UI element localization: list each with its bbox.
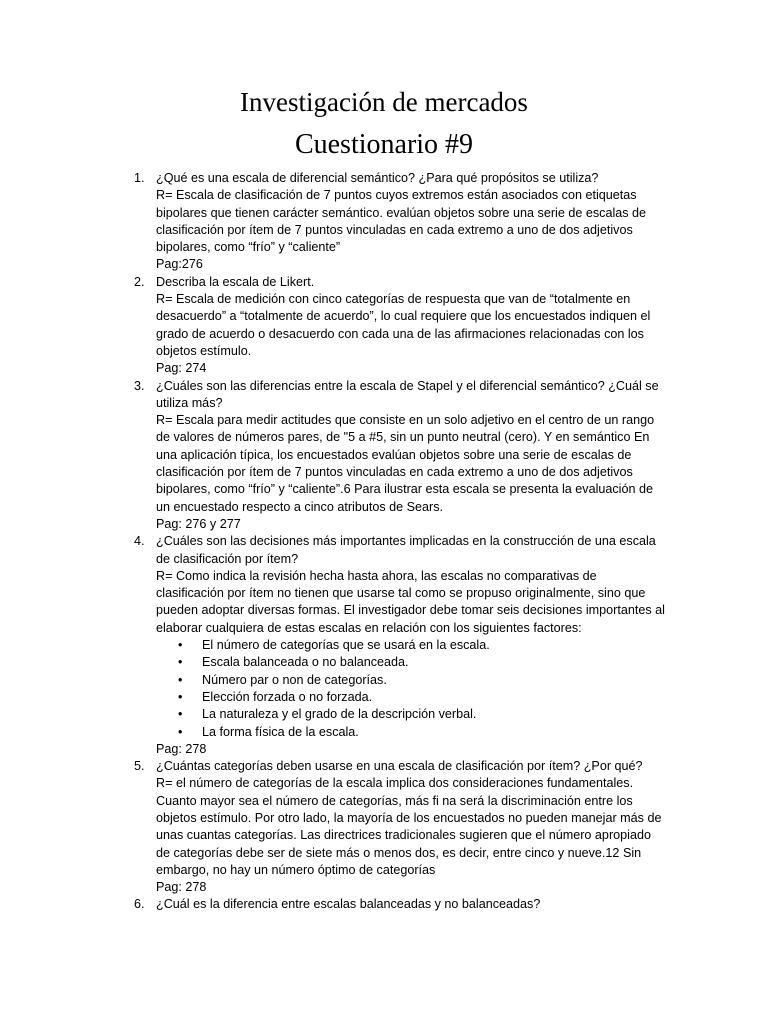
question-item [0, 378, 666, 534]
factor-item [156, 654, 666, 671]
bullet-icon: • [178, 689, 183, 704]
answer-text: R= el número de categorías de la escala implica dos consideraciones fundamentales. Cuanto mayor sea el número de categorías, más fi na será la discriminación entre los objetos estímulo. Por otro lado, la mayoría de los encuestados no pueden manejar más de unas cuantas categorías. Las directrices tradicionales sugieren que el número apropiado de categorías debe ser de siete más o menos dos, es decir, entre cinco y nueve.12 Sin embargo, no hay un número óptimo de categorías [156, 776, 662, 877]
question-item [0, 170, 666, 274]
factor-text: El número de categorías que se usará en la escala. [202, 638, 490, 653]
question-text: ¿Cuáles son las diferencias entre la escala de Stapel y el diferencial semántico? ¿Cuál se utiliza más? [156, 378, 659, 410]
factor-list [156, 637, 666, 741]
question-text: Describa la escala de Likert. [156, 274, 315, 289]
page-reference: Pag: 278 [156, 880, 207, 895]
page-reference: Pag: 274 [156, 361, 207, 376]
factor-text: Número par o non de categorías. [202, 672, 387, 687]
question-text: ¿Cuáles son las decisiones más importantes implicadas en la construcción de una escala de clasificación por ítem? [156, 534, 656, 566]
page-reference: Pag:276 [156, 257, 203, 272]
factor-item [156, 637, 666, 654]
bullet-icon: • [178, 638, 183, 653]
factor-item [156, 672, 666, 689]
question-item [0, 274, 666, 378]
question-item [0, 758, 666, 896]
bullet-icon: • [178, 707, 183, 722]
question-number: 6. [134, 897, 145, 912]
document-title: Investigación de mercados [240, 87, 528, 117]
question-text: ¿Qué es una escala de diferencial semántico? ¿Para qué propósitos se utiliza? [156, 171, 599, 185]
question-number: 3. [134, 378, 145, 393]
answer-text: R= Como indica la revisión hecha hasta ahora, las escalas no comparativas de clasificación por ítem no tienen que usarse tal como se propuso originalmente, sino que pueden adoptar diversas formas. El investigador debe tomar seis decisiones importantes al elaborar cualquiera de estas escalas en relación con los siguientes factores: [156, 568, 665, 635]
question-number: 2. [134, 274, 145, 289]
factor-item [156, 724, 666, 741]
bullet-icon: • [178, 672, 183, 687]
factor-text: Elección forzada o no forzada. [202, 689, 373, 704]
question-text: ¿Cuál es la diferencia entre escalas balanceadas y no balanceadas? [156, 897, 541, 912]
answer-text: R= Escala para medir actitudes que consiste en un solo adjetivo en el centro de un rango de valores de números pares, de "5 a #5, sin un punto neutral (cero). Y en semántico En una aplicación típica, los encuestados evalúan objetos sobre una serie de escalas de clasificación por ítem de 7 puntos vinculadas en cada extremo a uno de dos adjetivos bipolares, como “frío” y “caliente”.6 Para ilustrar esta escala se presenta la evaluación de un encuestado respecto a cinco atributos de Sears. [156, 413, 655, 514]
factor-text: La forma física de la escala. [202, 724, 359, 739]
document-subtitle: Cuestionario #9 [294, 129, 474, 160]
bullet-icon: • [178, 724, 183, 739]
question-number: 1. [134, 171, 145, 185]
answer-text: R= Escala de medición con cinco categorías de respuesta que van de “totalmente en desacuerdo” a “totalmente de acuerdo”, lo cual requiere que los encuestados indiquen el grado de acuerdo o desacuerdo con cada una de las afirmaciones relacionadas con los objetos estímulo. [156, 292, 651, 358]
factor-item [156, 689, 666, 706]
question-item [0, 896, 666, 913]
question-item [0, 533, 666, 758]
factor-item [156, 706, 666, 723]
page-reference: Pag: 278 [156, 741, 207, 756]
factor-text: Escala balanceada o no balanceada. [202, 655, 409, 670]
question-number: 4. [134, 534, 145, 549]
factor-text: La naturaleza y el grado de la descripción verbal. [202, 707, 477, 722]
question-list [0, 170, 768, 914]
page-reference: Pag: 276 y 277 [156, 516, 241, 531]
answer-text: R= Escala de clasificación de 7 puntos cuyos extremos están asociados con etiquetas bipolares que tienen carácter semántico. evalúan objetos sobre una serie de escalas de clasificación por ítem de 7 puntos vinculadas en cada extremo a uno de dos adjetivos bipolares, como “frío” y “caliente” [156, 188, 647, 255]
bullet-icon: • [178, 655, 183, 670]
question-number: 5. [134, 759, 145, 774]
question-text: ¿Cuántas categorías deben usarse en una escala de clasificación por ítem? ¿Por qué? [156, 759, 643, 774]
